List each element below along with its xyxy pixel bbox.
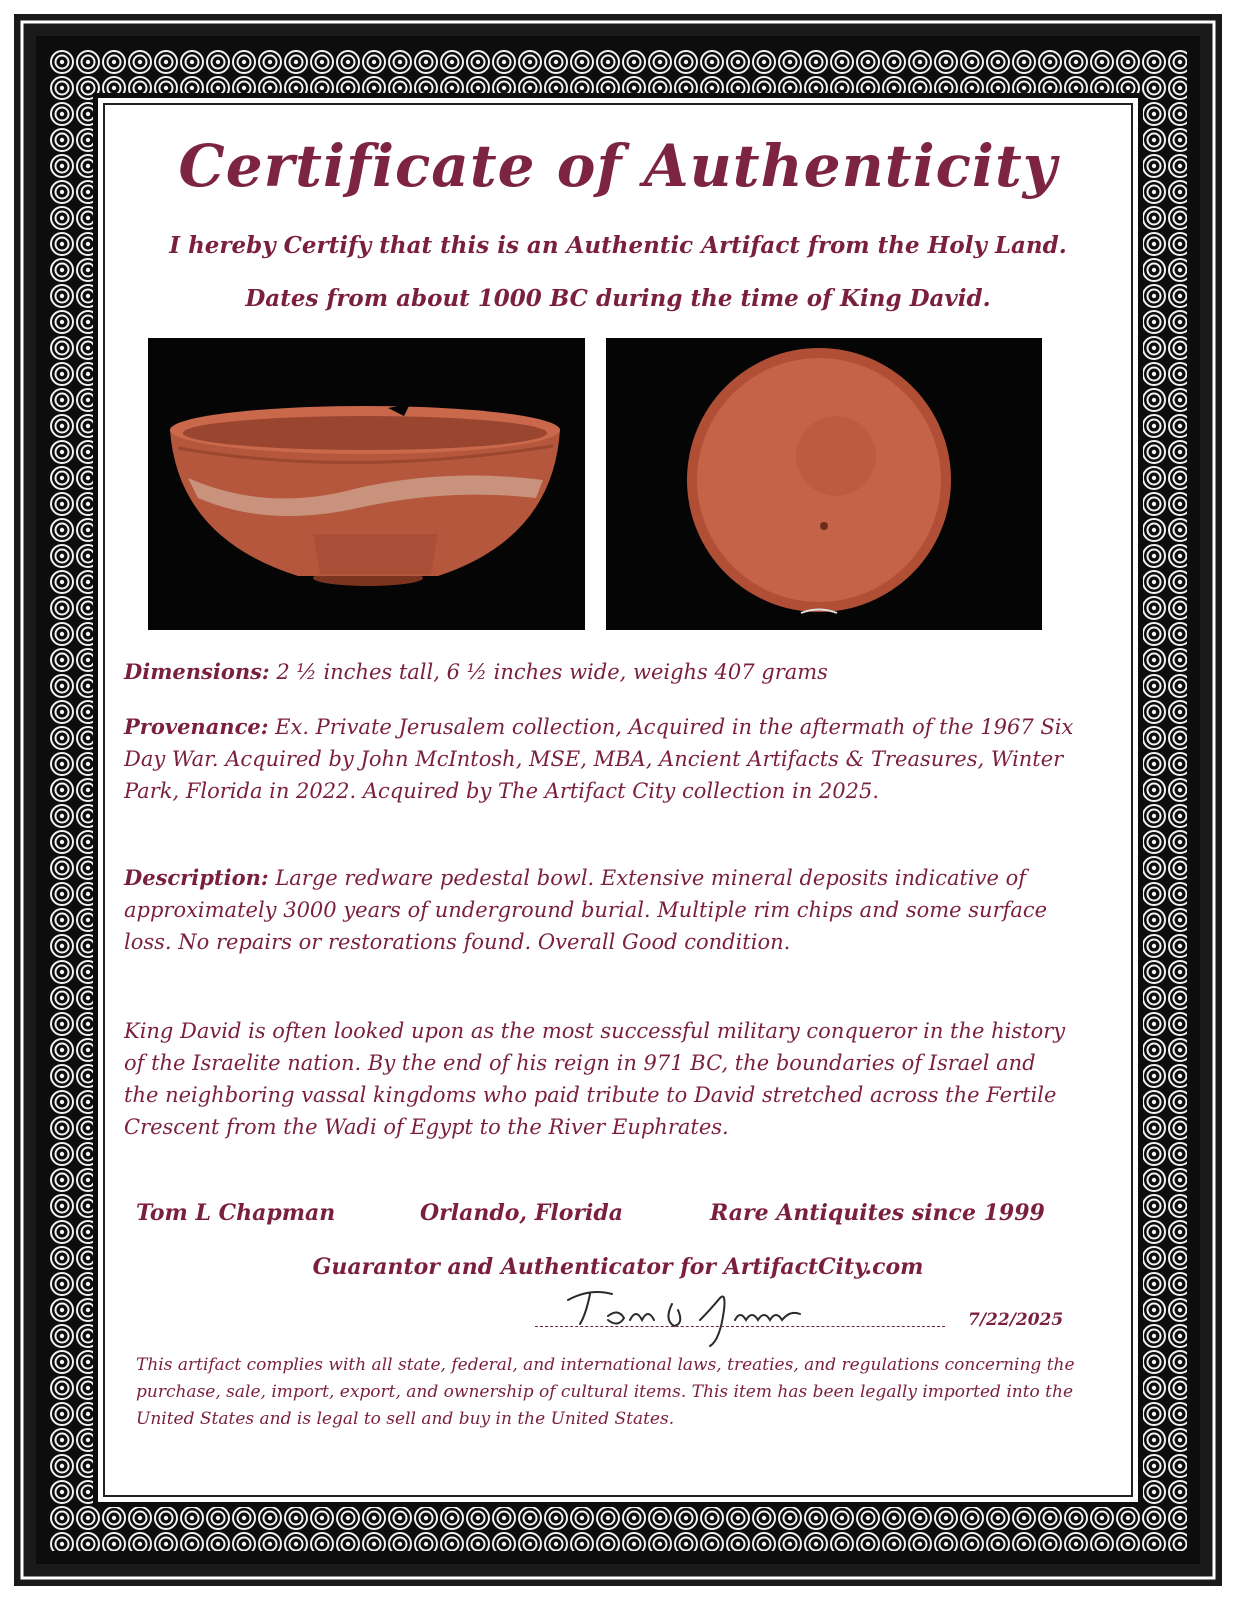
bowl-top-photo (606, 338, 1042, 630)
dimensions-value: 2 ½ inches tall, 6 ½ inches wide, weighs 407 grams (276, 660, 828, 684)
certification-statement: I hereby Certify that this is an Authentic Artifact from the Holy Land. (169, 232, 1067, 259)
guarantor-line: Guarantor and Authenticator for ArtifactCity.com (312, 1254, 924, 1280)
signer-location: Orlando, Florida (420, 1200, 623, 1226)
signer-info-row (136, 1200, 1086, 1234)
description-label: Description: (124, 865, 269, 890)
dimensions-paragraph (124, 656, 1076, 688)
history-paragraph: King David is often looked upon as the most successful military conqueror in the history of the Israelite nation. By the end of his reign in 971 BC, the boundaries of Israel and the neighboring vassal kingdoms who paid tribute to David stretched across the Fertile Crescent from the Wadi of Egypt to the River Euphrates. (124, 1019, 1066, 1139)
certificate-title: Certificate of Authenticity (178, 132, 1058, 200)
signer-since: Rare Antiquites since 1999 (710, 1200, 1045, 1226)
signer-name: Tom L Chapman (136, 1200, 336, 1226)
signature-line (535, 1326, 945, 1327)
description-value: Large redware pedestal bowl. Extensive mineral deposits indicative of approximately 3000 years of underground burial. Multiple rim chips and some surface loss. No repairs or restorations found. Overall Good condition. (124, 866, 1048, 954)
dating-statement: Dates from about 1000 BC during the time of King David. (245, 285, 991, 312)
provenance-paragraph (124, 711, 1076, 807)
provenance-value: Ex. Private Jerusalem collection, Acquired in the aftermath of the 1967 Six Day War. Acquired by John McIntosh, MSE, MBA, Ancient Artifacts & Treasures, Winter Park, Florida in 2022. Acquired by The Artifact City collection in 2025. (124, 715, 1074, 803)
signature-date: 7/22/2025 (968, 1310, 1064, 1330)
dimensions-label: Dimensions: (124, 659, 270, 684)
bowl-side-photo (148, 338, 585, 630)
provenance-label: Provenance: (124, 714, 269, 739)
handwritten-signature (560, 1280, 860, 1350)
description-paragraph (124, 862, 1076, 958)
legal-compliance-statement: This artifact complies with all state, federal, and international laws, treaties, and regulations concerning the purchase, sale, import, export, and ownership of cultural items. This item has been legally imported into the United States and is legal to sell and buy in the United States. (136, 1355, 1075, 1429)
